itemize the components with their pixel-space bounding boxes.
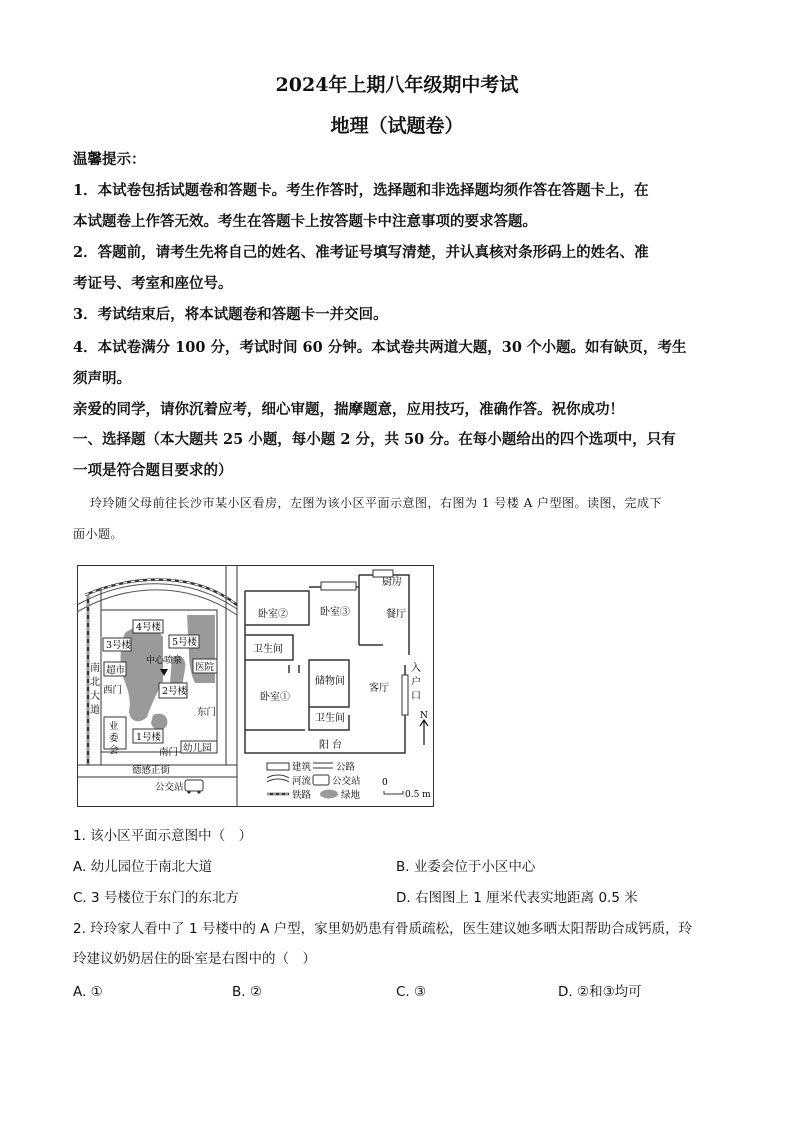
tips-heading: 温馨提示： [73,151,146,168]
tip-line: 4．本试卷满分 100 分，考试时间 60 分钟。本试卷共两道大题，30 个小题。如有缺页，考生 [73,339,687,356]
tip-line: 须声明。 [73,370,131,387]
committee-label [109,720,119,756]
svg-text:口: 口 [411,691,421,702]
svg-text:北: 北 [90,677,100,688]
tip-line: 1．本试卷包括试题卷和答题卡。考生作答时，选择题和非选择题均须作答在答题卡上，在 [73,182,649,199]
q2-option-a[interactable]: A. ① [73,984,103,1000]
svg-text:入: 入 [411,663,421,674]
building-label: 幼儿园 [183,743,212,754]
room-label: 卧室③ [320,607,350,618]
room-label: 客厅 [369,683,389,694]
scale-value-label: 0.5 m [405,790,431,800]
room-label: 卧室② [258,609,288,620]
q1-option-a[interactable]: A. 幼儿园位于南北大道 [73,859,213,875]
section-heading: 一、选择题（本大题共 25 小题，每小题 2 分，共 50 分。在每小题给出的四个选项中，只有 [73,431,676,448]
room-label: 厨房 [382,577,402,588]
room-label: 餐厅 [386,609,406,620]
exam-title: 2024年上期八年级期中考试 [275,74,519,96]
tip-line: 考证号、考室和座位号。 [73,275,233,292]
svg-text:业: 业 [109,721,119,732]
building-label: 超市 [106,665,126,676]
legend-bus-label: 公交站 [332,776,361,787]
scale-zero-label: 0 [382,778,388,788]
q1-option-b[interactable]: B. 业委会位于小区中心 [396,859,536,875]
greeting-line: 亲爱的同学，请你沉着应考，细心审题，揣摩题意，应用技巧，准确作答。祝你成功！ [73,401,624,418]
q1-option-d[interactable]: D. 右图图上 1 厘米代表实地距离 0.5 米 [396,890,638,906]
building-label: 4号楼 [136,622,162,633]
svg-text:南: 南 [90,663,100,674]
south-gate-label: 南门 [159,747,179,758]
svg-text:委: 委 [109,733,119,744]
legend-green-label: 绿地 [341,790,361,801]
question-1-stem: 1. 该小区平面示意图中（ ） [73,828,253,844]
building-label: 3号楼 [106,640,132,651]
building-label: 1号楼 [136,732,162,743]
legend-road-label: 公路 [336,762,356,773]
legend-rail-label: 铁路 [292,790,312,801]
svg-text:道: 道 [90,705,100,716]
fountain-label: 中心喷泉 [146,656,183,666]
entrance-label [411,661,421,702]
building-label: 医院 [195,662,215,673]
question-2-stem: 玲建议奶奶居住的卧室是右图中的（ ） [73,951,316,967]
intro-line: 面小题。 [73,527,124,541]
east-gate-label: 东门 [197,707,217,718]
legend-river-label: 河流 [292,776,312,787]
q2-option-b[interactable]: B. ② [232,984,262,1000]
section-heading: 一项是符合题目要求的） [73,462,233,479]
intro-line: 玲玲随父母前往长沙市某小区看房，左图为该小区平面示意图，右图为 1 号楼 A 户型图。读图，完成下 [90,496,663,510]
svg-text:大: 大 [90,691,100,702]
exam-subtitle: 地理（试题卷） [330,115,464,137]
room-label: 阳 台 [319,740,343,751]
street-label: 德感正街 [132,765,171,776]
building-label: 5号楼 [172,637,198,648]
tip-line: 本试题卷上作答无效。考生在答题卡上按答题卡中注意事项的要求答题。 [73,213,537,230]
q2-option-d[interactable]: D. ②和③均可 [558,984,642,1000]
building-label: 2号楼 [162,686,188,697]
room-label: 卫生间 [253,644,283,655]
room-label: 储物间 [315,676,345,687]
bus-stop-label: 公交站 [155,782,184,793]
tip-line: 3．考试结束后，将本试题卷和答题卡一并交回。 [73,306,388,323]
north-arrow-label: N [420,711,428,721]
map-figure [77,565,434,807]
svg-text:会: 会 [109,745,119,756]
west-gate-label: 西门 [103,685,123,696]
tip-line: 2．答题前，请考生先将自己的姓名、准考证号填写清楚，并认真核对条形码上的姓名、准 [73,244,649,261]
room-label: 卧室① [260,692,290,703]
room-label: 卫生间 [315,713,345,724]
legend-building-label: 建筑 [292,762,312,773]
q2-option-c[interactable]: C. ③ [396,984,427,1000]
question-2-stem: 2. 玲玲家人看中了 1 号楼中的 A 户型，家里奶奶患有骨质疏松，医生建议她多晒太阳帮助合成钙质，玲 [73,921,693,937]
svg-text:户: 户 [411,677,421,688]
q1-option-c[interactable]: C. 3 号楼位于东门的东北方 [73,890,239,906]
